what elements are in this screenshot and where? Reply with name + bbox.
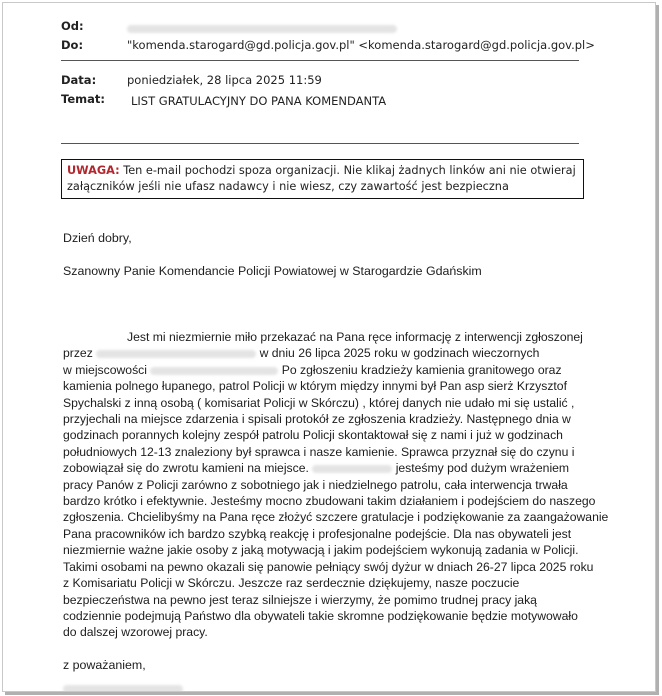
- body-line: bardzo krótko i efektywnie. Jesteśmy mocno zbudowani takim działaniem i podejściem do naszego: [63, 494, 596, 509]
- signature-redacted: [63, 678, 183, 692]
- warning-line-2: załączników jeśli nie ufasz nadawcy i nie wiesz, czy zawartość jest bezpieczna: [67, 180, 509, 193]
- redacted-name: [312, 465, 392, 473]
- body-line: Pana pracowników ich bardzo szybką reakcję i profesjonalne podejście. Dla nas obywateli jest: [63, 526, 572, 541]
- to-value: "komenda.starogard@gd.policja.gov.pl" <komenda.starogard@gd.policja.gov.pl>: [127, 38, 595, 52]
- greeting: Dzień dobry,: [63, 231, 132, 245]
- email-printout: [2, 2, 656, 692]
- body-line: pracy Panów z Policji zarówno z sobotniego jak i niedzielnego patrolu, cała interwencja trwała: [63, 477, 568, 492]
- body-line: z Komisariatu Policji w Skórczu. Jeszcze raz serdecznie dziękujemy, nasze poczucie: [63, 576, 520, 591]
- from-value-redacted: [127, 21, 397, 35]
- body-line: Jest mi niezmiernie miło przekazać na Pana ręce informację z interwencji zgłoszonej: [127, 330, 583, 344]
- date-value: poniedziałek, 28 lipca 2025 11:59: [127, 73, 322, 87]
- date-label: Data:: [61, 73, 97, 87]
- warning-label: UWAGA:: [67, 164, 120, 177]
- letter-body: [63, 329, 609, 641]
- warning-line-1: Ten e-mail pochodzi spoza organizacji. Nie klikaj żadnych linków ani nie otwieraj: [123, 164, 576, 177]
- body-line: zobowiązał się do zwrotu kamieni na miejsce. jesteśmy pod dużym wrażeniem: [63, 461, 570, 476]
- body-line: do dalszej wzorowej pracy.: [63, 625, 208, 640]
- body-line: niezmiernie ważne jakie osoby z jaką motywacją i jakim podejściem wykonują zadania w Policji.: [63, 543, 579, 558]
- header-divider: [61, 60, 579, 61]
- body-line: przez w dniu 26 lipca 2025 roku w godzinach wieczornych: [63, 346, 540, 361]
- body-line: codziennie podejmują Państwo dla obywateli takie skromne podziękowanie będzie motywowało: [63, 608, 578, 623]
- body-line: przyjechali na miejsce zdarzenia i spisali protokół ze zgłoszenia kradzieży. Następnego dnia w: [63, 412, 571, 427]
- redacted-name: [96, 350, 256, 358]
- to-label: Do:: [61, 38, 84, 52]
- subject-divider: [61, 143, 579, 144]
- closing: z poważaniem,: [63, 658, 146, 672]
- body-line: Takimi osobami na pewno okazali się panowie pełniący swój dyżur w dniach 26-27 lipca 2025 roku: [63, 559, 594, 574]
- redacted-place: [150, 367, 278, 375]
- subject-label: Temat:: [61, 92, 105, 106]
- body-line: godzinach porannych kolejny zespół patrolu Policji skontaktował się z nami i już w godzinach: [63, 428, 563, 443]
- body-line: w miejscowości Po zgłoszeniu kradzieży kamienia granitowego oraz: [63, 362, 562, 377]
- salutation: Szanowny Panie Komendancie Policji Powiatowej w Starogardzie Gdańskim: [63, 264, 482, 278]
- body-line: Spychalski z inną osobą ( komisariat Policji w Skórczu) , której danych nie udało mi się ustalić ,: [63, 395, 575, 410]
- body-line: kamienia polnego łupanego, patrol Policji w którym między innymi był Pan asp sierż Krzysztof: [63, 379, 567, 394]
- subject-value: LIST GRATULACYJNY DO PANA KOMENDANTA: [131, 94, 387, 108]
- body-line: bezpieczeństwa na pewno jest teraz silniejsze i wierzymy, że pomimo trudnej pracy jaką: [63, 592, 537, 607]
- body-line: południowych 12-13 znaleziony był sprawca i nasze kamienie. Sprawca przyznał się do czynu i: [63, 444, 575, 459]
- external-email-warning: [61, 159, 584, 199]
- from-label: Od:: [61, 19, 84, 33]
- body-line: zgłoszenia. Chcielibyśmy na Pana ręce złożyć szczere gratulacje i podziękowanie za zaangażowanie: [63, 510, 609, 525]
